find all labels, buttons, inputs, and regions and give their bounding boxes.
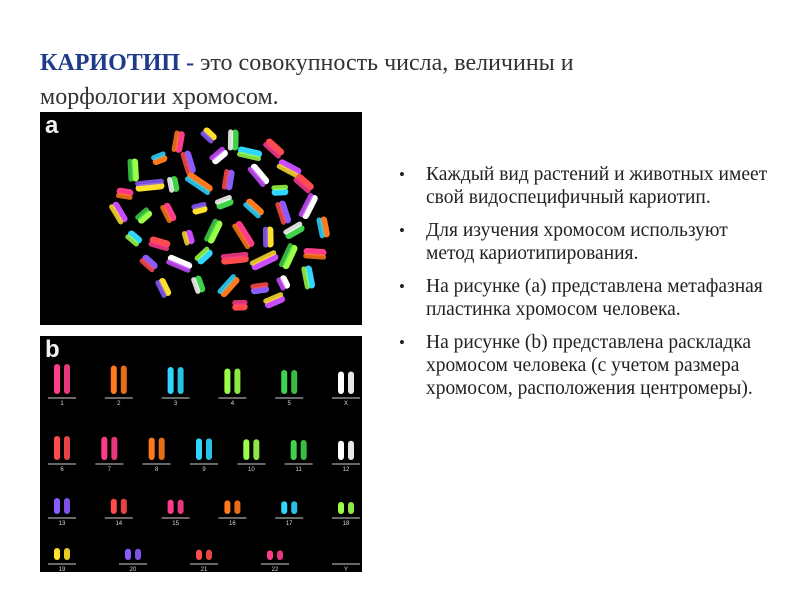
figure-a-label: a [45, 112, 59, 139]
chromosome [231, 220, 255, 250]
chromosome [139, 253, 160, 273]
chromosome [221, 169, 235, 191]
chromosome [301, 265, 316, 290]
pair-label: 16 [229, 521, 236, 527]
pair-label: 12 [342, 467, 350, 473]
pair-label: 6 [60, 467, 64, 473]
chromosome [116, 187, 134, 200]
pair-label: Y [343, 567, 349, 572]
chromosome [159, 202, 177, 224]
pair-label: 13 [58, 521, 66, 527]
chromosome-pair-15 [162, 500, 190, 527]
chromosome-pair-4 [218, 369, 246, 408]
chromosome-pair-22 [261, 550, 289, 572]
chromosome [134, 206, 153, 225]
bullet-item [395, 163, 775, 209]
chromosome [191, 201, 208, 215]
chromosome-pair-16 [218, 500, 246, 527]
chromosome-pair-5 [275, 370, 303, 407]
chromosome [298, 192, 319, 220]
chromosome [208, 146, 229, 166]
bullet-item [395, 219, 775, 265]
chromosome [282, 221, 305, 241]
chromosome [250, 282, 270, 295]
chromosome [135, 179, 165, 192]
chromosome [181, 229, 195, 246]
bullet-item [395, 275, 775, 321]
chromosome-pair-19 [48, 548, 76, 572]
title-definition: это совокупность числа, величины и морфологии хромосом. [40, 50, 574, 110]
pair-label: 22 [271, 567, 279, 572]
pair-label: 2 [117, 401, 121, 407]
chromosome-pair-3 [162, 367, 190, 407]
chromosome [316, 216, 330, 239]
slide-title [40, 46, 680, 114]
pair-label: 9 [202, 467, 206, 473]
pair-label: 14 [115, 521, 123, 527]
chromosome [167, 176, 180, 194]
chromosome [108, 200, 129, 225]
metaphase-chromosomes [40, 112, 362, 325]
pair-label: 19 [58, 567, 66, 572]
chromosome [278, 242, 298, 270]
chromosome [148, 236, 171, 252]
chromosome-pair-13 [48, 498, 76, 527]
chromosome-pair-1 [48, 364, 76, 407]
title-term: КАРИОТИП [40, 50, 181, 76]
pair-label: 5 [287, 401, 291, 407]
chromosome-pair-6 [48, 436, 76, 473]
chromosome-pair-20 [119, 549, 147, 572]
bullet-marker: • [399, 221, 405, 240]
pair-label: 21 [200, 567, 208, 572]
chromosome [249, 249, 280, 271]
pair-label: 10 [247, 467, 255, 473]
bullet-marker: • [399, 333, 405, 352]
chromosome [271, 185, 288, 196]
pair-label: 15 [172, 521, 179, 527]
chromosome [262, 137, 285, 160]
chromosome [214, 194, 234, 210]
pair-label: 18 [342, 521, 350, 527]
chromosome-pair-21 [190, 550, 218, 572]
bullet-text: На рисунке (а) представлена метафазная пластинка хромосом человека. [426, 276, 763, 320]
title-dash: - [186, 50, 195, 76]
pair-label: 17 [285, 521, 293, 527]
chromosome-pair-18 [332, 502, 360, 527]
chromosome-pair-X [332, 372, 360, 408]
chromosome-pair-10 [237, 439, 265, 473]
chromosome-pair-11 [285, 440, 313, 473]
chromosome-pair-14 [105, 499, 133, 527]
chromosome [220, 252, 249, 265]
chromosome [275, 200, 292, 226]
pair-label: X [343, 401, 349, 407]
bullet-marker: • [399, 277, 405, 296]
chromosome [262, 291, 286, 309]
bullet-marker: • [399, 165, 405, 184]
pair-label: 1 [60, 401, 64, 407]
bullet-text: Для изучения хромосом используют метод кариотипирования. [426, 220, 728, 264]
chromosome-pair-8 [143, 438, 171, 473]
chromosome [199, 126, 218, 144]
chromosome [276, 274, 292, 291]
bullet-item [395, 331, 775, 400]
chromosome-pair-7 [95, 437, 123, 473]
chromosome [228, 129, 239, 150]
chromosome [184, 171, 214, 196]
pair-label: 20 [129, 567, 137, 572]
chromosome [216, 273, 241, 299]
karyogram [40, 336, 362, 572]
bullet-text: На рисунке (b) представлена раскладка хромосом человека (с учетом размера хромосом, расположения центромеры). [426, 332, 753, 399]
pair-label: 3 [173, 401, 178, 407]
chromosome [203, 218, 223, 245]
bullet-list [395, 163, 775, 410]
figure-b-label: b [45, 336, 60, 363]
chromosome [232, 300, 248, 311]
bullet-text: Каждый вид растений и животных имеет свой видоспецифичный кариотип. [426, 164, 768, 208]
chromosome [127, 158, 139, 181]
pair-label: 4 [230, 401, 235, 407]
chromosome [150, 151, 168, 166]
chromosome [194, 246, 215, 266]
chromosome-pair-12 [332, 441, 360, 473]
chromosome [190, 275, 206, 295]
chromosome-pair-2 [105, 366, 133, 408]
pair-label: 11 [295, 467, 302, 473]
chromosome [165, 254, 193, 274]
chromosome [263, 226, 274, 247]
chromosome [303, 248, 327, 260]
chromosome [242, 197, 265, 219]
metaphase-spread-image [40, 112, 362, 325]
pair-label: 7 [107, 467, 112, 473]
chromosome [124, 229, 143, 247]
chromosome [247, 162, 271, 188]
pair-label: 8 [154, 467, 159, 473]
chromosome [155, 277, 173, 299]
chromosome-pair-17 [275, 501, 303, 527]
chromosome-pair-9 [190, 438, 218, 473]
chromosome [180, 150, 197, 175]
chromosome [171, 130, 185, 153]
chromosome [236, 146, 262, 162]
chromosome-pair-Y [332, 564, 360, 572]
karyotype-layout-image [40, 336, 362, 572]
